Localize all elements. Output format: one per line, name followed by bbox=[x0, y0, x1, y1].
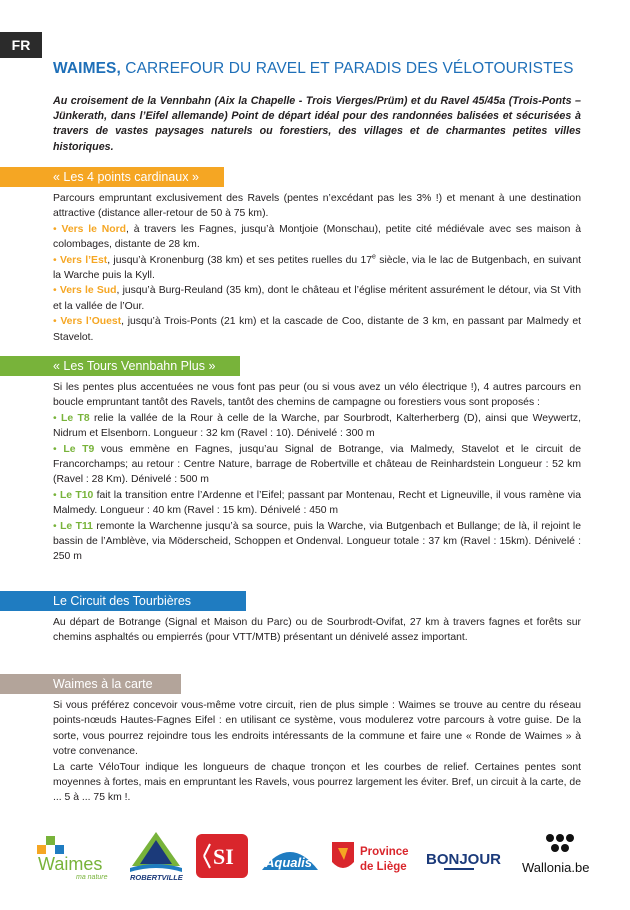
section-heading-cardinaux: « Les 4 points cardinaux » bbox=[0, 167, 224, 187]
list-item: • Vers l’Est, jusqu’à Kronenburg (38 km) et ses petites ruelles du 17e siècle, via le lac de Butgenbach, en suivant la Warche puis la Kyll. bbox=[53, 253, 581, 282]
item-key: Vers le Nord bbox=[61, 223, 126, 235]
carte-text-1: Si vous préférez concevoir vous-même votre circuit, rien de plus simple : Waimes se trouve au centre du réseau points-nœuds Hautes-Fagnes Eifel : en utilisant ce système, vous modulerez votre parcours à votre guise. De la sorte, vous pourrez rejoindre tous les endroits intéressants de la commune et faire une « Ronde de Waimes » à votre convenance. bbox=[53, 700, 581, 758]
item-key: Vers le Sud bbox=[59, 285, 117, 297]
item-text: fait la transition entre l’Ardenne et l’Eifel; passant par Montenau, Recht et Ligneuville, il vous ramène via Malmedy. Longueur : 40 km (Ravel : 15 km). Dénivelé : 450 m bbox=[53, 489, 581, 517]
item-key: Le T9 bbox=[63, 443, 95, 455]
list-item: • Le T10 fait la transition entre l’Ardenne et l’Eifel; passant par Montenau, Recht et Ligneuville, il vous ramène via Malmedy. Longueur : 40 km (Ravel : 15 km). Dénivelé : 450 m bbox=[53, 489, 581, 517]
waimes-logo-sub: ma nature bbox=[76, 874, 108, 881]
item-key: Vers l’Ouest bbox=[60, 316, 122, 328]
item-text: , à travers les Fagnes, jusqu’à Montjoie (Monschau), petite cité médiévale avec ses maison à colombages, distante de 28 km. bbox=[53, 223, 581, 251]
item-text: relie la vallée de la Rour à celle de la Warche, par Sourbrodt, Kalterherberg (D), ainsi que Weywertz, Nidrum et Elsenborn. Longueur : 32 km (Ravel : 10). Dénivelé : 300 m bbox=[53, 412, 581, 440]
section-heading-carte: Waimes à la carte bbox=[0, 674, 181, 694]
province-logo-text-1: Province bbox=[360, 846, 409, 858]
bonjour-logo bbox=[424, 846, 508, 876]
list-item: • Le T11 remonte la Warchenne jusqu’à sa source, puis la Warche, via Butgenbach et Bullange; de là, il rejoint le bassin de l’Amblève, via Möderscheid, Schoppen et Ondenval. Longueur totale : 37 km (Ravel : 15km). Dénivelé : 250 m bbox=[53, 520, 582, 563]
page-title-bold: WAIMES, bbox=[53, 60, 121, 77]
aqualis-logo-text: Aqualis bbox=[265, 855, 312, 870]
section-heading-tourbieres: Le Circuit des Tourbières bbox=[0, 591, 246, 611]
item-text: vous emmène en Fagnes, jusqu’au Signal de Botrange, via Malmedy, Stavelot et le circuit de Francorchamps; au retour : Centre Nature, barrage de Robertville et château de Reinhardstein Longueur : 52 km (Ravel : 28 Km). Dénivelé : 500 m bbox=[53, 443, 581, 486]
item-key: Le T10 bbox=[59, 489, 94, 501]
list-item: • Le T9 vous emmène en Fagnes, jusqu’au Signal de Botrange, via Malmedy, Stavelot et le circuit de Francorchamps; au retour : Centre Nature, barrage de Robertville et château de Reinhardstein Longueur : 52 km (Ravel : 28 Km). Dénivelé : 500 m bbox=[53, 443, 581, 486]
list-item: • Vers le Nord, à travers les Fagnes, jusqu’à Montjoie (Monschau), petite cité médiévale avec ses maison à colombages, distante de 28 km. bbox=[53, 223, 581, 251]
item-key: Vers l’Est bbox=[59, 254, 108, 266]
carte-text-2: La carte VéloTour indique les longueurs de chaque tronçon et les courbes de relief. Certaines pentes sont moyennes à fortes, mais en empruntant les Ravels, vous pourrez largement les éviter. Bref, un circuit à la carte, de ... 5 à ... 75 km !. bbox=[53, 761, 581, 804]
waimes-logo bbox=[36, 836, 116, 882]
section-body-cardinaux bbox=[53, 191, 581, 345]
list-item: • Le T8 relie la vallée de la Rour à celle de la Warche, par Sourbrodt, Kalterherberg (D), ainsi que Weywertz, Nidrum et Elsenborn. Longueur : 32 km (Ravel : 10). Dénivelé : 300 m bbox=[53, 412, 581, 440]
item-text: , jusqu’à Burg-Reuland (35 km), dont le château et l’église méritent assurément le détour, via St Vith et la vallée de l’Our. bbox=[53, 285, 581, 312]
language-badge: FR bbox=[0, 32, 42, 58]
item-key: Le T8 bbox=[61, 412, 90, 424]
section-body-tourbieres bbox=[53, 615, 581, 646]
item-text: , jusqu’à Kronenburg (38 km) et ses petites ruelles du 17 bbox=[107, 254, 373, 266]
aqualis-logo bbox=[260, 838, 320, 878]
province-liege-logo bbox=[330, 840, 414, 876]
si-logo-text: SI bbox=[213, 844, 234, 869]
wallonia-logo bbox=[518, 832, 602, 880]
section-body-vennbahn bbox=[53, 380, 581, 565]
list-item: • Vers l’Ouest, jusqu’à Trois-Ponts (21 km) et la cascade de Coo, distante de 3 km, en passant par Malmedy et Stavelot. bbox=[53, 316, 581, 343]
waimes-logo-text: Waimes bbox=[38, 854, 103, 874]
section-heading-vennbahn: « Les Tours Vennbahn Plus » bbox=[0, 356, 240, 376]
partner-logos bbox=[0, 830, 630, 890]
tourbieres-text: Au départ de Botrange (Signal et Maison du Parc) ou de Sourbrodt-Ovifat, 27 km à travers fagnes et forêts sur chemins asphaltés ou empierrés (pour VTT/MTB) présentant un dénivelé assez important. bbox=[53, 617, 581, 644]
vennbahn-lead: Si les pentes plus accentuées ne vous font pas peur (ou si vous avez un vélo électrique !), 4 autres parcours en boucle empruntant tantôt des Ravels, tantôt des chemins de campagne ou forestiers vous sont proposés : bbox=[53, 382, 581, 409]
item-text: siècle, via le lac de Butgenbach, en suivant la Warche puis la Kyll. bbox=[53, 254, 581, 282]
si-logo bbox=[196, 834, 248, 878]
cardinaux-lead: Parcours empruntant exclusivement des Ravels (pentes n’excédant pas les 3% !) et menant à une destination attractive (distance aller-retour de 50 à 75 km). bbox=[53, 193, 581, 220]
list-item: • Vers le Sud, jusqu’à Burg-Reuland (35 km), dont le château et l’église méritent assurément le détour, via St Vith et la vallée de l’Our. bbox=[53, 285, 581, 312]
page-title-rest: CARREFOUR DU RAVEL ET PARADIS DES VÉLOTOURISTES bbox=[120, 60, 574, 77]
page-title bbox=[53, 60, 593, 78]
wallonia-logo-text: Wallonia.be bbox=[522, 860, 590, 875]
intro-text: Au croisement de la Vennbahn (Aix la Chapelle - Trois Vierges/Prüm) et du Ravel 45/45a (Trois-Ponts – Jünkerath, dans l’Eifel allemande) Point de départ idéal pour des randonnées balisées et sécurisées à travers de vastes paysages naturels ou forestiers, des villages et de charmantes petites villes historiques. bbox=[53, 95, 581, 153]
bonjour-logo-text: BONJOUR bbox=[426, 851, 502, 868]
section-body-carte bbox=[53, 698, 581, 806]
robertville-logo-text: ROBERTVILLE bbox=[130, 873, 183, 882]
item-key: Le T11 bbox=[60, 520, 93, 532]
item-text: , jusqu’à Trois-Ponts (21 km) et la cascade de Coo, distante de 3 km, en passant par Malmedy et Stavelot. bbox=[53, 316, 581, 343]
item-sup: e bbox=[372, 253, 376, 261]
robertville-logo bbox=[126, 830, 186, 882]
item-text: remonte la Warchenne jusqu’à sa source, puis la Warche, via Butgenbach et Bullange; de là, il rejoint le bassin de l’Amblève, via Möderscheid, Schoppen et Ondenval. Longueur totale : 37 km (Ravel : 15km). Dénivelé : 250 m bbox=[53, 520, 582, 563]
province-logo-text-2: de Liège bbox=[360, 861, 407, 873]
